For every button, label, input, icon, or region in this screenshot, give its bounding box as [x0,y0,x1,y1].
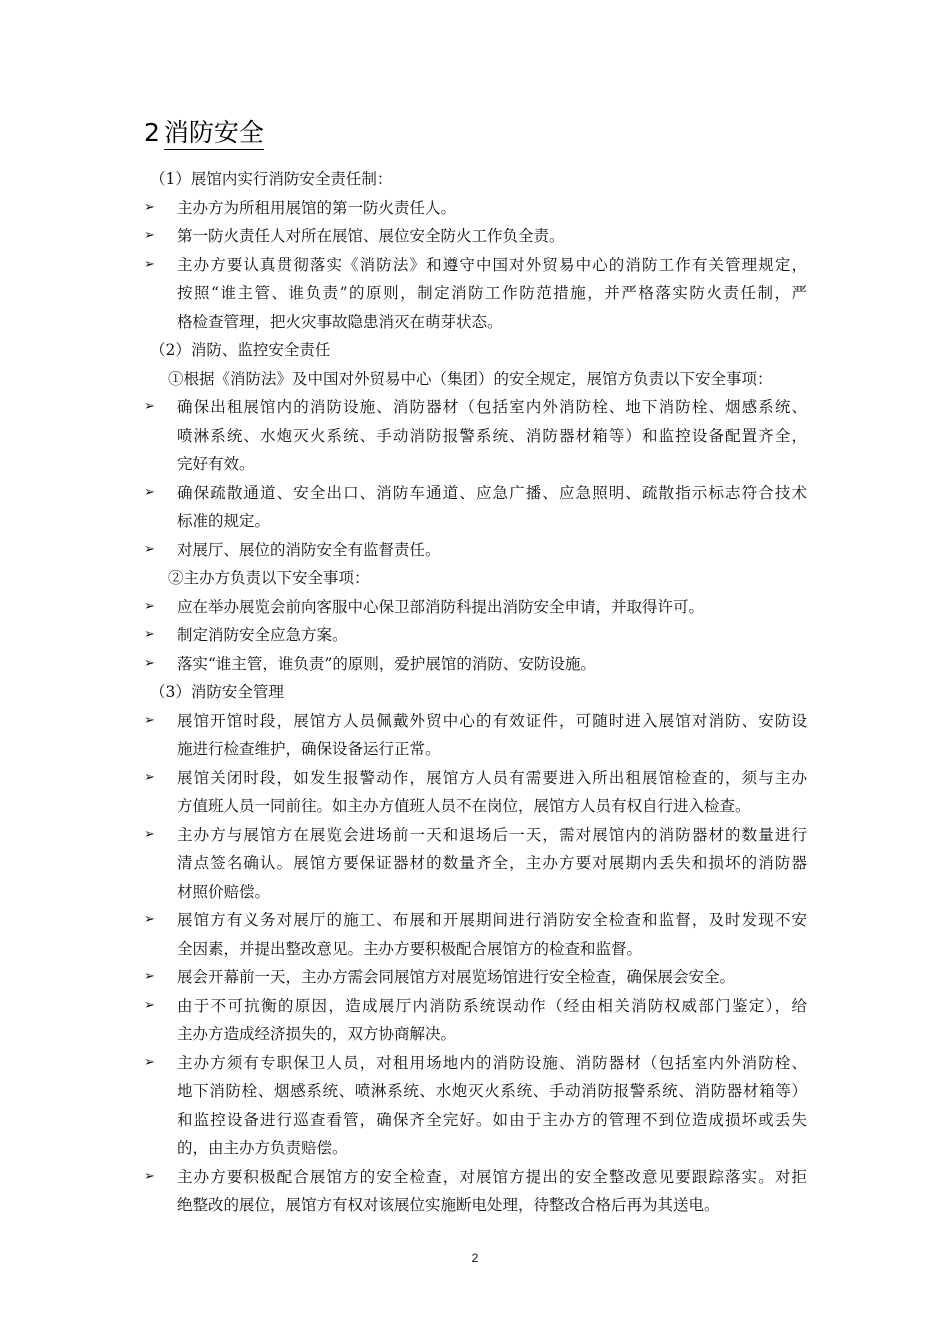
bullet-line: 制定消防安全应急方案。 [177,626,348,644]
bullet-line: 全因素，并提出整改意见。主办方要积极配合展馆方的检查和监督。 [177,939,643,958]
bullet-item [0,764,807,821]
bullet-line: 展馆关闭时段，如发生报警动作，展馆方人员有需要进入所出租展馆检查的，须与主办 [177,768,807,787]
bullet-line: 喷淋系统、水炮灭火系统、手动消防报警系统、消防器材箱等）和监控设备配置齐全， [177,426,807,445]
bullet-line: 落实“谁主管，谁负责”的原则，爱护展馆的消防、安防设施。 [177,654,596,673]
arrow-bullet-icon: ➢ [144,912,155,927]
bullet-item [0,1163,807,1220]
bullet-line: 主办方须有专职保卫人员，对租用场地内的消防设施、消防器材（包括室内外消防栓、 [177,1053,807,1072]
document-body [0,165,950,1220]
subsection-heading: （1）展馆内实行消防安全责任制： [150,170,393,188]
bullet-item [0,621,807,650]
arrow-bullet-icon: ➢ [144,969,155,984]
bullet-line: 标准的规定。 [177,512,271,530]
bullet-line: 确保疏散通道、安全出口、消防车通道、应急广播、应急照明、疏散指示标志符合技术 [177,483,807,502]
bullet-item [0,393,807,479]
bullet-item [0,821,807,907]
arrow-bullet-icon: ➢ [144,826,155,842]
bullet-item [0,963,807,992]
bullet-item [0,593,807,622]
bullet-line: 施进行检查维护，确保设备运行正常。 [177,740,441,758]
bullet-line: 应在举办展览会前向客服中心保卫部消防科提出消防安全申请，并取得许可。 [177,597,705,616]
bullet-line: 按照“谁主管、谁负责”的原则，制定消防工作防范措施，并严格落实防火责任制，严 [177,284,807,302]
bullet-line: 展馆方有义务对展厅的施工、布展和开展期间进行消防安全检查和监督，及时发现不安 [177,911,807,929]
bullet-item [0,536,807,565]
arrow-bullet-icon: ➢ [144,598,155,614]
section-number: 2 [144,118,160,147]
bullet-line: 主办方造成经济损失的，双方协商解决。 [177,1025,457,1043]
arrow-bullet-icon: ➢ [144,655,155,671]
arrow-bullet-icon: ➢ [144,1054,155,1070]
bullet-item [0,1049,807,1163]
bullet-line: 完好有效。 [177,455,255,473]
bullet-item [0,906,807,963]
arrow-bullet-icon: ➢ [144,997,155,1013]
page-number: 2 [471,1251,479,1265]
bullet-item [0,194,807,223]
bullet-line: 展馆开馆时段，展馆方人员佩戴外贸中心的有效证件，可随时进入展馆对消防、安防设 [177,711,807,730]
bullet-line: 对展厅、展位的消防安全有监督责任。 [177,540,441,559]
note-paragraph: ②主办方负责以下安全事项： [168,569,370,587]
arrow-bullet-icon: ➢ [144,712,155,728]
section-title [144,116,264,152]
bullet-line: 第一防火责任人对所在展馆、展位安全防火工作负全责。 [177,227,565,245]
arrow-bullet-icon: ➢ [144,1168,155,1184]
arrow-bullet-icon: ➢ [144,627,155,642]
bullet-line: 主办方为所租用展馆的第一防火责任人。 [177,198,457,217]
bullet-line: 主办方要积极配合展馆方的安全检查，对展馆方提出的安全整改意见要跟踪落实。对拒 [177,1167,807,1186]
subsection-heading: （2）消防、监控安全责任 [150,341,331,359]
bullet-item [0,251,807,337]
bullet-line: 清点签名确认。展馆方要保证器材的数量齐全，主办方要对展期内丢失和损坏的消防器 [177,854,807,872]
bullet-item [0,222,807,251]
note-paragraph: ①根据《消防法》及中国对外贸易中心（集团）的安全规定，展馆方负责以下安全事项： [168,369,773,388]
bullet-line: 绝整改的展位，展馆方有权对该展位实施断电处理，待整改合格后再为其送电。 [177,1196,720,1214]
bullet-item [0,650,807,679]
arrow-bullet-icon: ➢ [144,199,155,215]
bullet-line: 材照价赔偿。 [177,882,271,901]
bullet-line: 地下消防栓、烟感系统、喷淋系统、水炮灭火系统、手动消防报警系统、消防器材箱等） [177,1082,807,1100]
arrow-bullet-icon: ➢ [144,256,155,272]
arrow-bullet-icon: ➢ [144,484,155,500]
bullet-line: 和监控设备进行巡查看管，确保齐全完好。如由于主办方的管理不到位造成损坏或丢失 [177,1110,807,1129]
bullet-line: 由于不可抗衡的原因，造成展厅内消防系统误动作（经由相关消防权威部门鉴定），给 [177,996,807,1015]
bullet-line: 展会开幕前一天，主办方需会同展馆方对展览场馆进行安全检查，确保展会安全。 [177,968,736,986]
section-title-text: 消防安全 [164,118,264,150]
bullet-item [0,479,807,536]
arrow-bullet-icon: ➢ [144,769,155,785]
bullet-line: 主办方与展馆方在展览会进场前一天和退场后一天，需对展馆内的消防器材的数量进行 [177,825,807,844]
bullet-item [0,992,807,1049]
bullet-line: 格检查管理，把火灾事故隐患消灭在萌芽状态。 [177,312,503,331]
bullet-line: 主办方要认真贯彻落实《消防法》和遵守中国对外贸易中心的消防工作有关管理规定， [177,255,807,274]
arrow-bullet-icon: ➢ [144,541,155,557]
bullet-item [0,707,807,764]
bullet-line: 确保出租展馆内的消防设施、消防器材（包括室内外消防栓、地下消防栓、烟感系统、 [177,398,807,416]
arrow-bullet-icon: ➢ [144,228,155,243]
bullet-line: 的，由主办方负责赔偿。 [177,1139,348,1157]
bullet-line: 方值班人员一同前往。如主办方值班人员不在岗位，展馆方人员有权自行进入检查。 [177,797,751,815]
arrow-bullet-icon: ➢ [144,399,155,414]
subsection-heading: （3）消防安全管理 [150,683,284,701]
